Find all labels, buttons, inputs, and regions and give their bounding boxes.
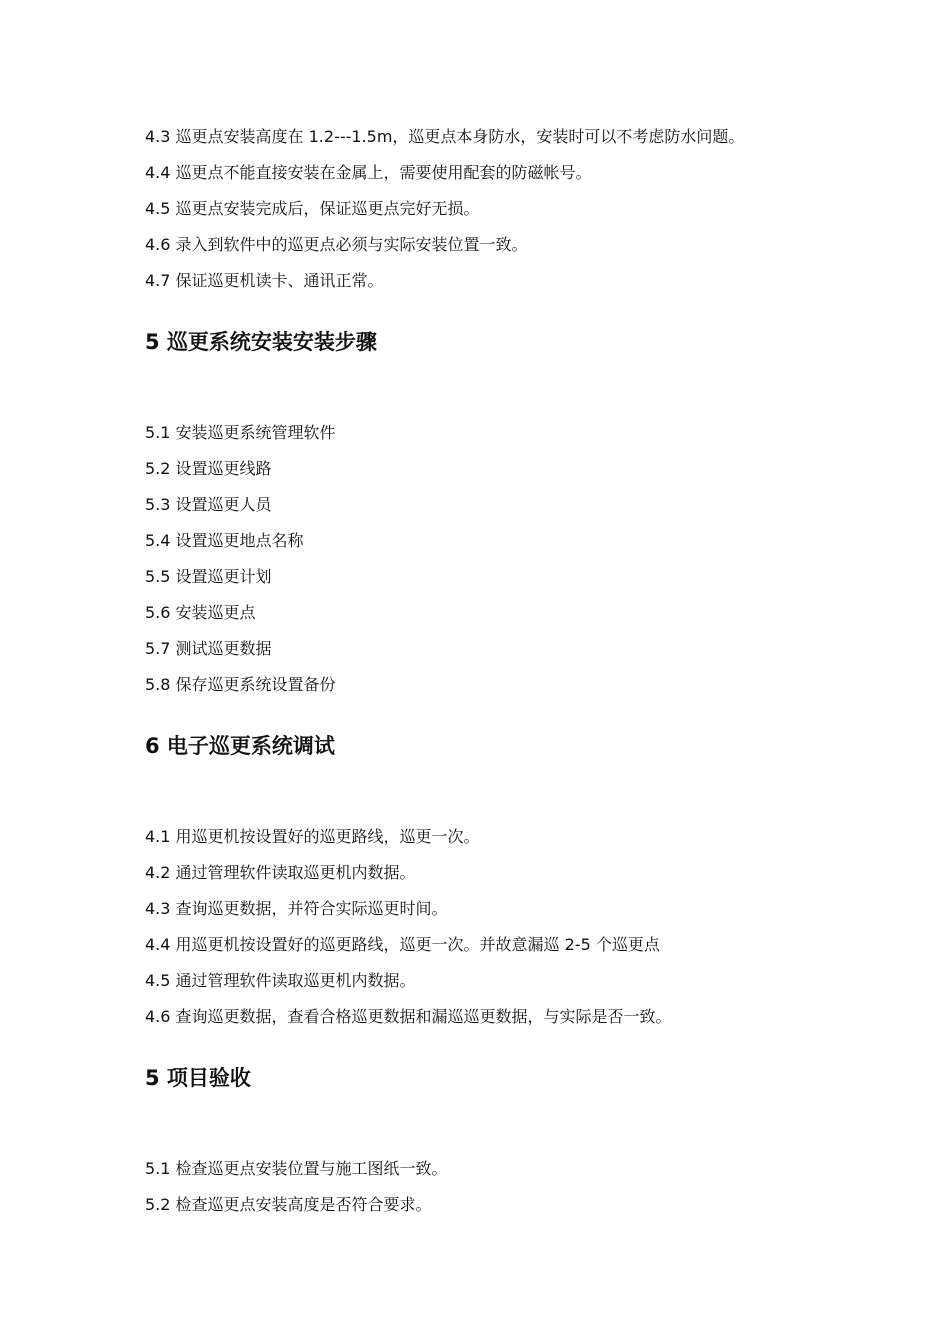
list-item: 5.3 设置巡更人员 bbox=[145, 495, 272, 514]
list-item: 4.4 巡更点不能直接安装在金属上，需要使用配套的防磁帐号。 bbox=[145, 163, 592, 182]
list-item: 4.4 用巡更机按设置好的巡更路线，巡更一次。并故意漏巡 2-5 个巡更点 bbox=[145, 935, 660, 954]
section-6-heading: 6 电子巡更系统调试 bbox=[145, 734, 335, 758]
list-item: 4.6 录入到软件中的巡更点必须与实际安装位置一致。 bbox=[145, 235, 528, 254]
section-5-list bbox=[145, 415, 825, 703]
list-item: 4.7 保证巡更机读卡、通讯正常。 bbox=[145, 271, 384, 290]
list-item: 4.5 巡更点安装完成后，保证巡更点完好无损。 bbox=[145, 199, 480, 218]
section-4-list bbox=[145, 119, 825, 299]
list-item: 4.3 查询巡更数据，并符合实际巡更时间。 bbox=[145, 899, 448, 918]
list-item: 4.1 用巡更机按设置好的巡更路线，巡更一次。 bbox=[145, 827, 480, 846]
list-item: 5.6 安装巡更点 bbox=[145, 603, 256, 622]
list-item: 5.7 测试巡更数据 bbox=[145, 639, 272, 658]
list-item: 4.3 巡更点安装高度在 1.2---1.5m，巡更点本身防水，安装时可以不考虑防水问题。 bbox=[145, 127, 745, 146]
list-item: 4.5 通过管理软件读取巡更机内数据。 bbox=[145, 971, 416, 990]
list-item: 5.2 设置巡更线路 bbox=[145, 459, 272, 478]
section-acceptance-heading: 5 项目验收 bbox=[145, 1066, 251, 1090]
list-item: 5.2 检查巡更点安装高度是否符合要求。 bbox=[145, 1195, 432, 1214]
list-item: 5.4 设置巡更地点名称 bbox=[145, 531, 304, 550]
list-item: 4.2 通过管理软件读取巡更机内数据。 bbox=[145, 863, 416, 882]
list-item: 4.6 查询巡更数据，查看合格巡更数据和漏巡巡更数据，与实际是否一致。 bbox=[145, 1007, 672, 1026]
list-item: 5.1 安装巡更系统管理软件 bbox=[145, 423, 336, 442]
list-item: 5.5 设置巡更计划 bbox=[145, 567, 272, 586]
section-6-list bbox=[145, 819, 825, 1035]
section-5-heading: 5 巡更系统安装安装步骤 bbox=[145, 330, 377, 354]
list-item: 5.1 检查巡更点安装位置与施工图纸一致。 bbox=[145, 1159, 448, 1178]
list-item: 5.8 保存巡更系统设置备份 bbox=[145, 675, 336, 694]
section-acceptance-list bbox=[145, 1151, 825, 1223]
